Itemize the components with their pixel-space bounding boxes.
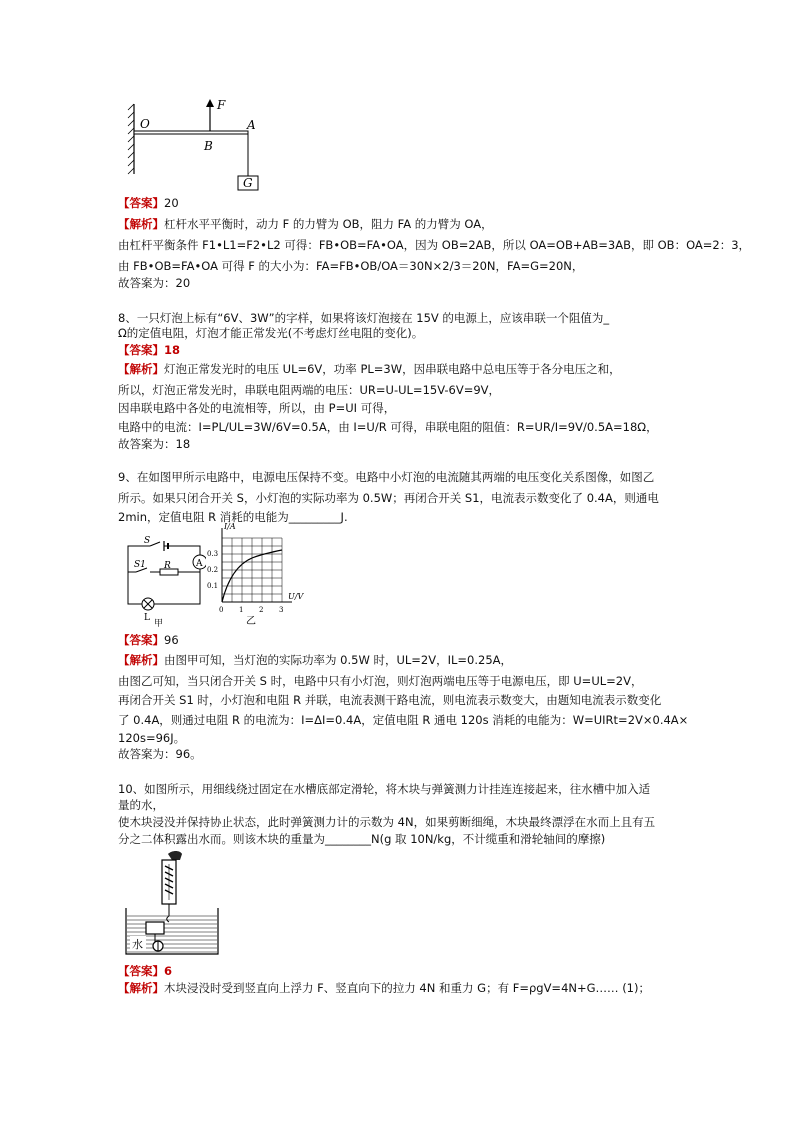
q10-explanation-1: 【解析】木块浸没时受到竖直向上浮力 F、竖直向下的拉力 4N 和重力 G；有 F=ρgV=4N+G…… (1)； (118, 981, 650, 995)
q7-explanation-4: 故答案为：20 (118, 276, 191, 290)
resistor-label: R (164, 561, 171, 571)
xtick-1: 1 (239, 606, 244, 614)
q9-explanation-5: 120s=96J。 (118, 731, 186, 745)
q9-explanation-1: 【解析】由图甲可知，当灯泡的实际功率为 0.5W 时，UL=2V，IL=0.25A， (118, 653, 513, 667)
q8-answer: 【答案】18 (118, 343, 181, 357)
q9-question-2: 所示。如果只闭合开关 S，小灯泡的实际功率为 0.5W；再闭合开关 S1，电流表示数变化了 0.4A，则通电 (118, 491, 659, 505)
q10-question-4: 分之二体积露出水而。则该木块的重量为________N(g 取 10N/kg，不计缆重和滑轮轴间的摩擦) (118, 832, 606, 846)
iu-graph (206, 520, 312, 628)
ytick-0.3: 0.3 (207, 550, 219, 558)
q9-question-1: 9、在如图甲所示电路中，电源电压保持不变。电路中小灯泡的电流随其两端的电压变化关系图像，如图乙 (118, 470, 655, 484)
xtick-2: 2 (259, 606, 264, 614)
graph-xlabel: U/V (288, 592, 304, 601)
switch-s-label: S (144, 536, 151, 546)
circuit-diagram (120, 532, 206, 628)
graph-caption: 乙 (246, 616, 256, 627)
ytick-0.1: 0.1 (207, 582, 219, 590)
q10-question-2: 量的水， (118, 798, 164, 812)
circuit-caption: 甲 (154, 619, 164, 628)
q8-explanation-2: 所以，灯泡正常发光时，串联电阻两端的电压：UR=U-UL=15V-6V=9V， (118, 383, 501, 397)
q7-explanation-2: 由杠杆平衡条件 F1•L1=F2•L2 可得：FB•OB=FA•OA，因为 OB=2AB，所以 OA=OB+AB=3AB，即 OB：OA=2：3， (118, 238, 751, 252)
label-O: O (140, 117, 150, 131)
q9-question-3: 2min，定值电阻 R 消耗的电能为_________J. (118, 510, 348, 524)
ytick-0.2: 0.2 (207, 566, 219, 574)
label-F: F (217, 98, 226, 112)
q10-answer: 【答案】6 (118, 964, 173, 978)
water-tank-figure (122, 850, 222, 960)
label-A: A (247, 118, 256, 132)
xtick-3: 3 (279, 606, 284, 614)
xtick-0: 0 (219, 606, 224, 614)
lever-figure (120, 96, 270, 192)
q9-explanation-3: 再闭合开关 S1 时，小灯泡和电阻 R 并联，电流表测干路电流，则电流表示数变大，由题知电流表示数变化 (118, 693, 662, 707)
lamp-label: L (144, 613, 150, 623)
label-G: G (243, 176, 253, 190)
q10-question-3: 使木块浸没并保持协止状态，此时弹簧测力计的示数为 4N，如果剪断细绳，木块最终漂浮在水而上且有五 (118, 815, 656, 829)
q7-explanation-3: 由 FB•OB=FA•OA 可得 F 的大小为：FA=FB•OB/OA＝30N×2/3＝20N，FA=G=20N， (118, 259, 584, 273)
q9-explanation-6: 故答案为：96。 (118, 747, 202, 761)
q9-explanation-2: 由图乙可知，当只闭合开关 S 时，电路中只有小灯泡，则灯泡两端电压等于电源电压，即 U=UL=2V， (118, 674, 643, 688)
q8-question-1: 8、一只灯泡上标有“6V、3W”的字样，如果将该灯泡接在 15V 的电源上，应该串联一个阻值为_ (118, 311, 610, 325)
q8-explanation-1: 【解析】灯泡正常发光时的电压 UL=6V，功率 PL=3W，因串联电路中总电压等于各分电压之和， (118, 362, 621, 376)
q10-question-1: 10、如图所示，用细线绕过固定在水槽底部定滑轮，将木块与弹簧测力计挂连连接起来，往水槽中加入适 (118, 782, 651, 796)
q8-explanation-3: 因串联电路中各处的电流相等，所以，由 P=UI 可得， (118, 401, 396, 415)
q9-answer: 【答案】96 (118, 633, 179, 647)
water-label: 水 (132, 938, 143, 951)
label-B: B (204, 139, 213, 153)
q7-answer: 【答案】20 (118, 196, 179, 210)
q7-explanation-1: 【解析】杠杆水平平衡时，动力 F 的力臂为 OB，阻力 FA 的力臂为 OA， (118, 217, 493, 231)
q8-explanation-5: 故答案为：18 (118, 437, 191, 451)
q8-explanation-4: 电路中的电流：I=PL/UL=3W/6V=0.5A，由 I=U/R 可得，串联电阻的阻值：R=UR/I=9V/0.5A=18Ω， (118, 420, 658, 434)
switch-s1-label: S1 (134, 560, 146, 570)
ammeter-label: A (196, 559, 203, 569)
q9-explanation-4: 了 0.4A，则通过电阻 R 的电流为：I=ΔI=0.4A，定值电阻 R 通电 120s 消耗的电能为：W=UIRt=2V×0.4A× (118, 713, 689, 727)
graph-ylabel: I/A (224, 522, 236, 531)
q8-question-2: Ω的定值电阻，灯泡才能正常发光(不考虑灯丝电阻的变化)。 (118, 326, 424, 340)
